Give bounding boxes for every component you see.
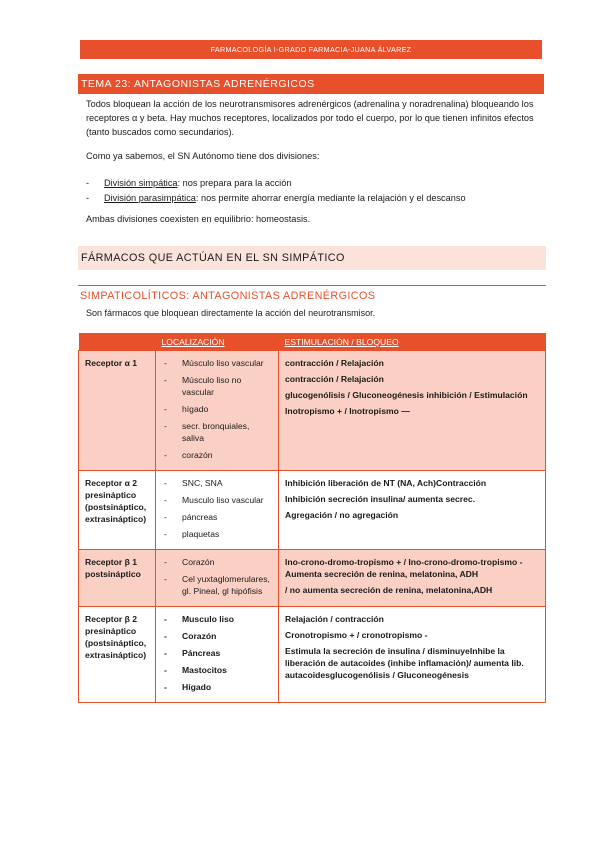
division-item (86, 191, 548, 206)
location-item: - Musculo liso (162, 613, 272, 625)
table-header-row (79, 333, 546, 351)
location-item: - Páncreas (162, 647, 272, 659)
receptor-table (78, 333, 546, 703)
location-item: - Músculo liso vascular (162, 357, 272, 369)
table-row (79, 607, 546, 703)
effect-item: contracción / Relajación (285, 358, 384, 368)
location-item: - Musculo liso vascular (162, 494, 272, 506)
effect-item: Cronotropismo + / cronotropismo - (285, 630, 428, 640)
closing-text: Ambas divisiones coexisten en equilibrio: homeostasis. (86, 214, 311, 224)
effect-item: / no aumenta secreción de renina, melatonina,ADH (285, 585, 493, 595)
location-cell (156, 351, 279, 471)
location-item: - hígado (162, 403, 272, 415)
location-cell (156, 471, 279, 550)
section-heading: FÁRMACOS QUE ACTÚAN EN EL SN SIMPÁTICO (78, 246, 546, 270)
receptor-name: Receptor α 2 presináptico (postsináptico, extrasináptico) (79, 471, 156, 550)
effect-item: Estimula la secreción de insulina / disminuyeInhibe la liberación de autacoides (inhibe inflamación)/ aumenta lib. autacoidesglucogenólisis / Gluconeogénesis (285, 646, 524, 680)
location-cell (156, 607, 279, 703)
effect-cell (279, 351, 546, 471)
location-cell (156, 550, 279, 607)
division-desc: : nos permite ahorrar energía mediante la relajación y el descanso (195, 193, 466, 203)
effect-cell (279, 550, 546, 607)
table-header-cell: ESTIMULACIÓN / BLOQUEO (279, 333, 546, 351)
location-item: - SNC, SNA (162, 477, 272, 489)
effect-item: Ino-crono-dromo-tropismo + / Ino-crono-dromo-tropismo - Aumenta secreción de renina, melatonina, ADH (285, 557, 523, 579)
table-row (79, 471, 546, 550)
table-row (79, 351, 546, 471)
receptor-name: Receptor β 1 postsináptico (79, 550, 156, 607)
chapter-title: TEMA 23: ANTAGONISTAS ADRENÉRGICOS (78, 74, 544, 94)
division-item (86, 176, 548, 191)
location-item: - Corazón (162, 630, 272, 642)
intro-text (86, 97, 548, 173)
subsection-heading: SIMPATICOLÍTICOS: ANTAGONISTAS ADRENÉRGICOS (80, 290, 376, 302)
intro-paragraph: Todos bloquean la acción de los neurotransmisores adrenérgicos (adrenalina y noradrenalina) bloqueando los receptores α y beta. Hay muchos receptores, localizados por todo el cuerpo, por lo que tienen infinitos efectos (tanto buscados como secundarios). (86, 99, 534, 137)
location-item: - páncreas (162, 511, 272, 523)
division-name: División simpática (104, 178, 178, 188)
location-item: - Músculo liso no vascular (162, 374, 272, 398)
location-item: - secr. bronquiales, saliva (162, 420, 272, 444)
effect-cell (279, 471, 546, 550)
division-list (86, 176, 548, 206)
location-item: - Hígado (162, 681, 272, 693)
effect-item: Relajación / contracción (285, 614, 384, 624)
divider (78, 285, 546, 286)
table-row (79, 550, 546, 607)
location-item: - Corazón (162, 556, 272, 568)
division-desc: : nos prepara para la acción (177, 178, 292, 188)
location-item: - corazón (162, 449, 272, 461)
bullet-dash-icon: - (86, 178, 90, 188)
location-item: - Cel yuxtaglomerulares, gl. Pineal, gl hipófisis (162, 573, 272, 597)
effect-item: Inhibición liberación de NT (NA, Ach)Contracción (285, 478, 487, 488)
effect-item: Agregación / no agregación (285, 510, 399, 520)
effect-item: glucogenólisis / Gluconeogénesis inhibición / Estimulación (285, 390, 528, 400)
page-header: FARMACOLOGÍA I-GRADO FARMACIA-JUANA ÁLVAREZ (80, 40, 542, 59)
division-name: División parasimpática (104, 193, 196, 203)
receptor-name: Receptor α 1 (79, 351, 156, 471)
table-header-cell: LOCALIZACIÓN (156, 333, 279, 351)
receptor-name: Receptor β 2 presináptico (postsináptico, extrasináptico) (79, 607, 156, 703)
effect-cell (279, 607, 546, 703)
effect-item: Inhibición secreción insulina/ aumenta secrec. (285, 494, 476, 504)
location-item: - plaquetas (162, 528, 272, 540)
location-item: - Mastocitos (162, 664, 272, 676)
intro-paragraph: Como ya sabemos, el SN Autónomo tiene dos divisiones: (86, 151, 320, 161)
bullet-dash-icon: - (86, 193, 90, 203)
table-header-cell (79, 333, 156, 351)
subsection-intro: Son fármacos que bloquean directamente la acción del neurotransmisor. (86, 308, 376, 318)
effect-item: Inotropismo + / Inotropismo — (285, 406, 410, 416)
effect-item: contracción / Relajación (285, 374, 384, 384)
